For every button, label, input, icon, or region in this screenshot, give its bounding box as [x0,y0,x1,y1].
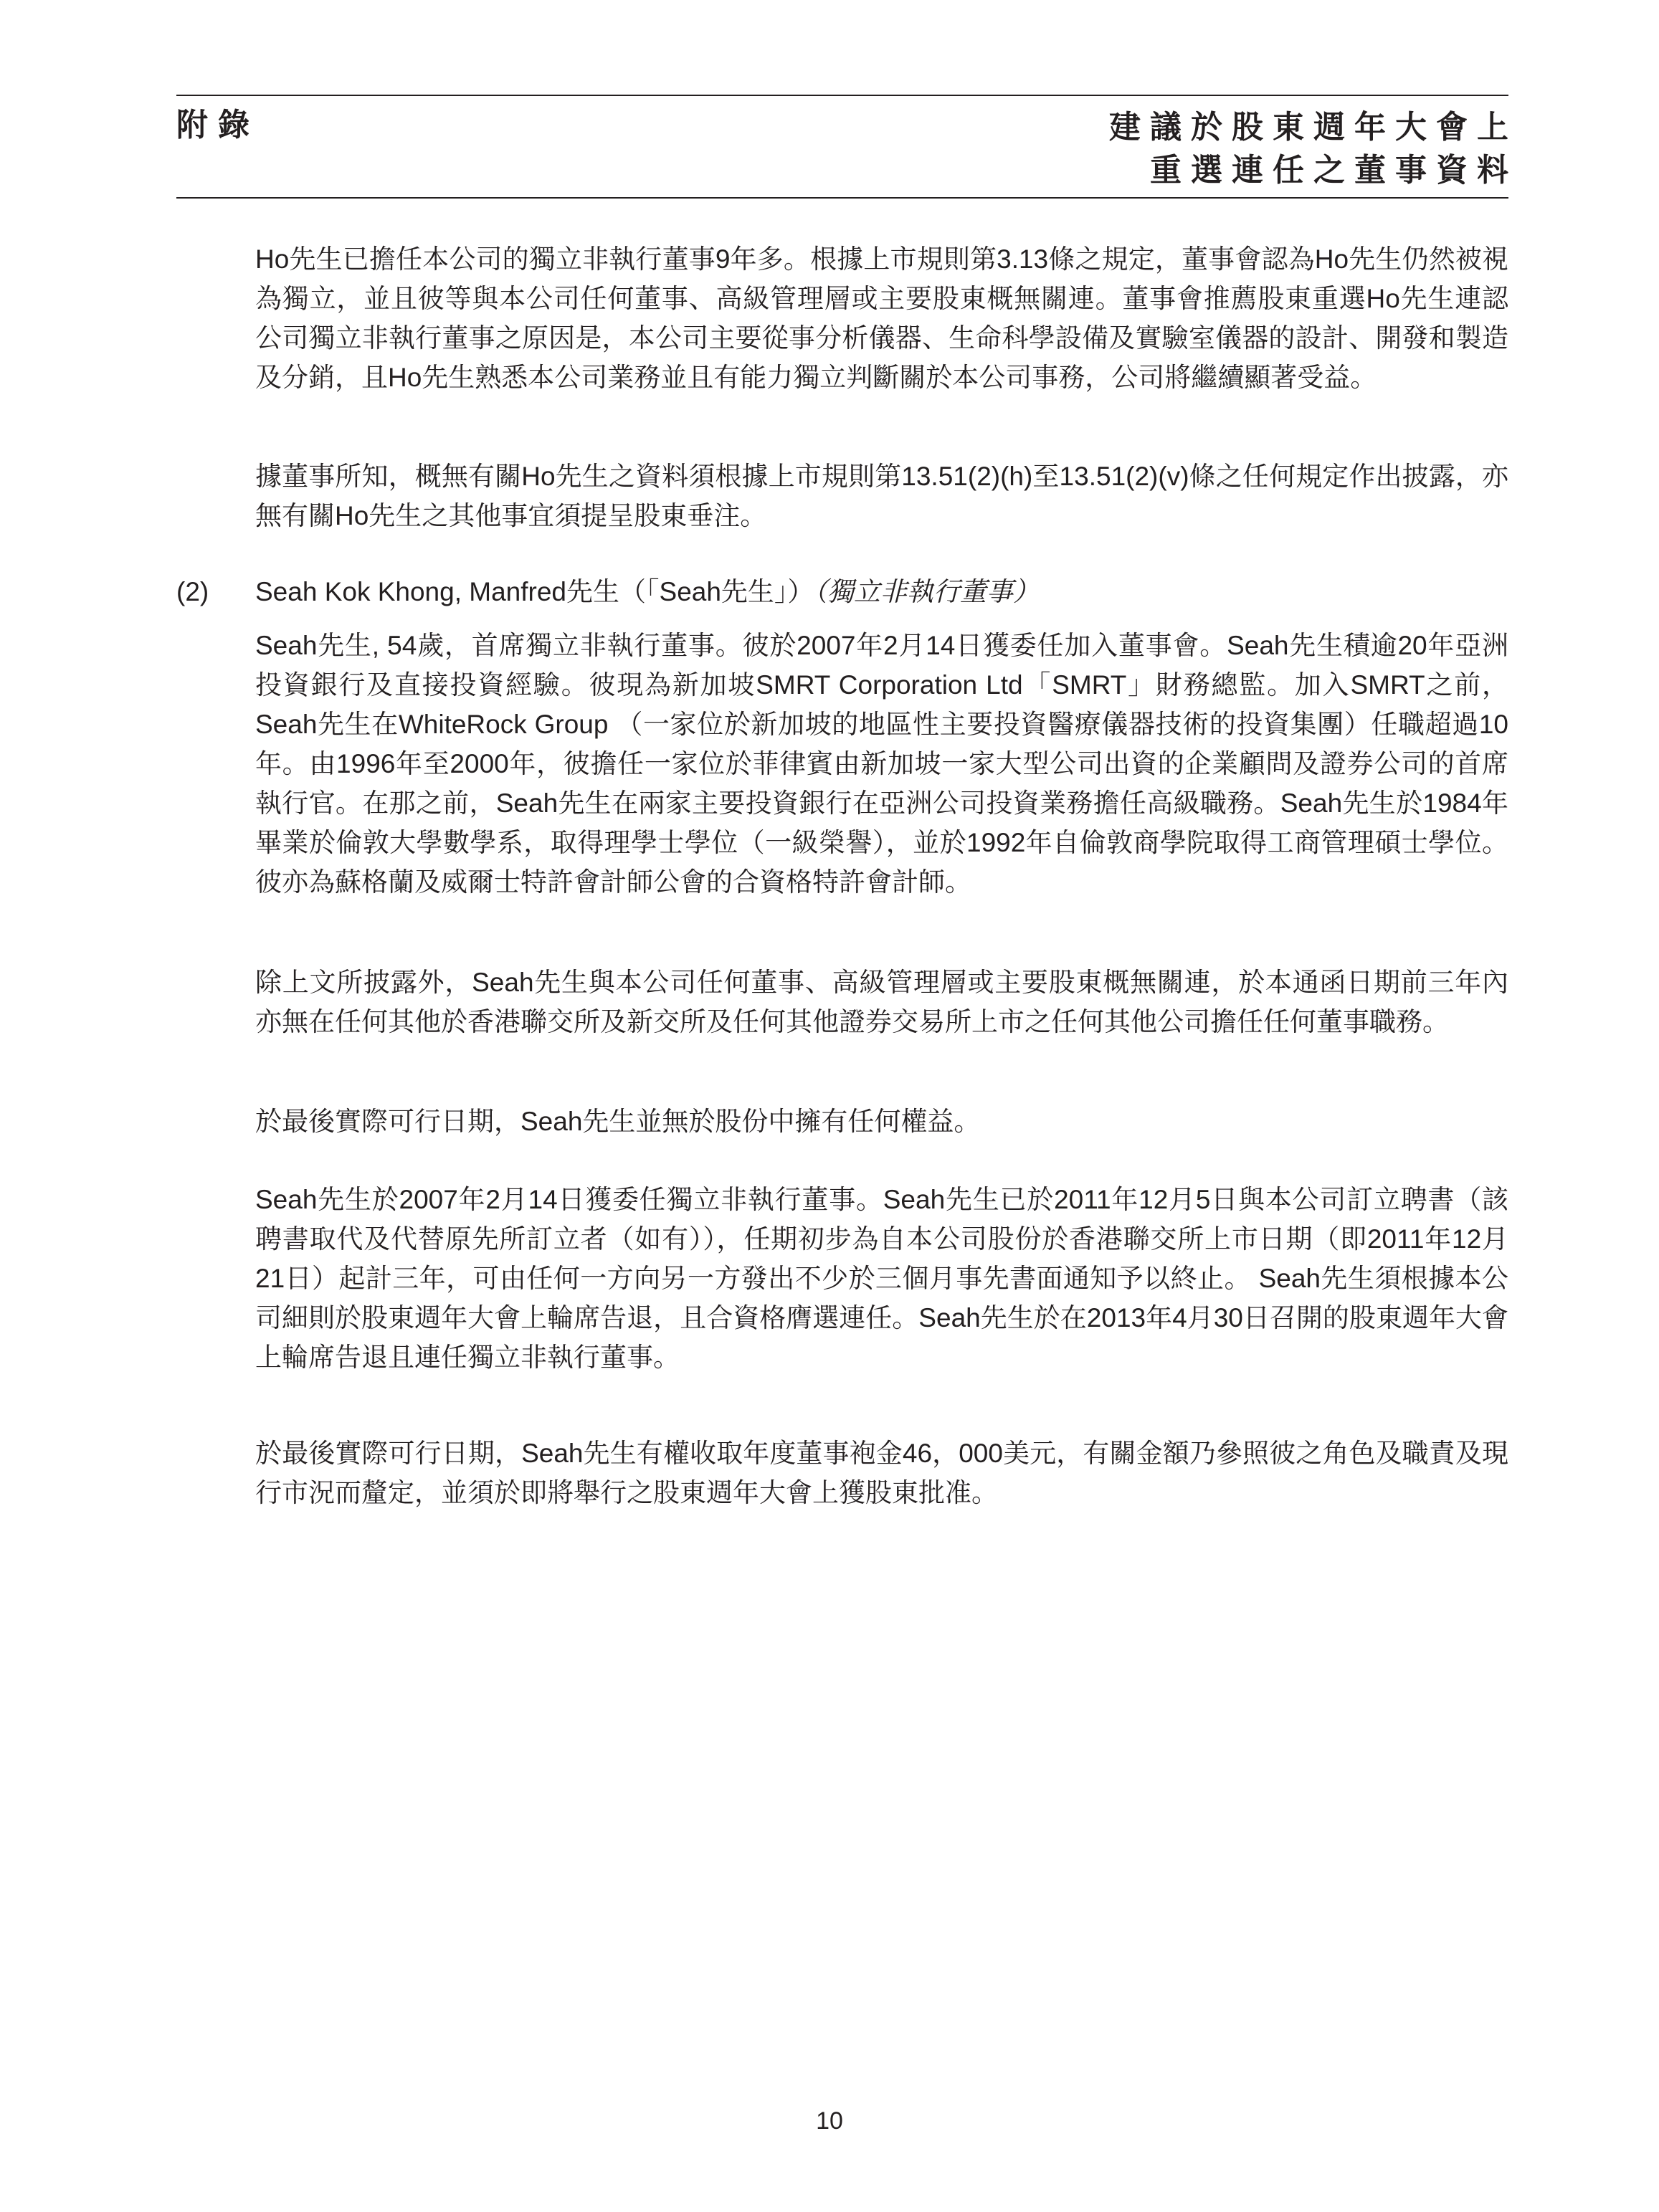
paragraph-seah-interests: 於最後實際可行日期，Seah先生並無於股份中擁有任何權益。 [255,1107,981,1136]
paragraph-seah-fees: 於最後實際可行日期，Seah先生有權收取年度董事袍金46，000美元，有關金額乃參照彼之角色及職責及現行市況而釐定，並須於即將舉行之股東週年大會上獲股東批准。 [255,1439,1508,1507]
item-heading [255,572,1040,611]
director-name: Seah Kok Khong, Manfred先生（「Seah先生」） [255,577,814,606]
section-title [1109,106,1518,192]
paragraph-seah-relationships: 除上文所披露外，Seah先生與本公司任何董事、高級管理層或主要股東概無關連，於本通函日期前三年內亦無在任何其他於香港聯交所及新交所及任何其他證券交易所上市之任何其他公司擔任任何董事職務。 [255,968,1508,1036]
section-title-line-2: 重選連任之董事資料 [1150,153,1518,188]
header-top-rule [176,95,1508,96]
director-role: （獨立非執行董事） [814,577,1040,606]
paragraph-seah-biography: Seah先生, 54歲，首席獨立非執行董事。彼於2007年2月14日獲委任加入董事會。Seah先生積逾20年亞洲投資銀行及直接投資經驗。彼現為新加坡SMRT Corporation Ltd「SMRT」財務總監。加入SMRT之前，Seah先生在WhiteRock Group （一家位於新加坡的地區性主要投資醫療儀器技術的投資集團）任職超過10年。由1996年至2000年，彼擔任一家位於菲律賓由新加坡一家大型公司出資的企業顧問及證券公司的首席執行官。在那之前，Seah先生在兩家主要投資銀行在亞洲公司投資業務擔任高級職務。Seah先生於1984年畢業於倫敦大學數學系，取得理學士學位（一級榮譽），並於1992年自倫敦商學院取得工商管理碩士學位。彼亦為蘇格蘭及威爾士特許會計師公會的合資格特許會計師。 [255,631,1508,897]
paragraph-ho-independence: Ho先生已擔任本公司的獨立非執行董事9年多。根據上市規則第3.13條之規定，董事會認為Ho先生仍然被視為獨立，並且彼等與本公司任何董事、高級管理層或主要股東概無關連。董事會推薦股東重選Ho先生連認公司獨立非執行董事之原因是，本公司主要從事分析儀器、生命科學設備及實驗室儀器的設計、開發和製造及分銷，且Ho先生熟悉本公司業務並且有能力獨立判斷關於本公司事務，公司將繼續顯著受益。 [255,244,1508,392]
header-bottom-rule [176,197,1508,199]
page-number: 10 [816,2107,843,2135]
section-title-line-1: 建議於股東週年大會上 [1109,110,1518,145]
appendix-label: 附錄 [176,108,260,143]
paragraph-ho-disclosure: 據董事所知，概無有關Ho先生之資料須根據上市規則第13.51(2)(h)至13.51(2)(v)條之任何規定作出披露，亦無有關Ho先生之其他事宜須提呈股東垂注。 [255,462,1508,530]
paragraph-seah-appointment: Seah先生於2007年2月14日獲委任獨立非執行董事。Seah先生已於2011年12月5日與本公司訂立聘書（該聘書取代及代替原先所訂立者（如有）），任期初步為自本公司股份於香港聯交所上市日期（即2011年12月21日）起計三年，可由任何一方向另一方發出不少於三個月事先書面通知予以終止。 Seah先生須根據本公司細則於股東週年大會上輪席告退，且合資格膺選連任。Seah先生於在2013年4月30日召開的股東週年大會上輪席告退且連任獨立非執行董事。 [255,1185,1508,1372]
item-number: (2) [176,577,209,606]
